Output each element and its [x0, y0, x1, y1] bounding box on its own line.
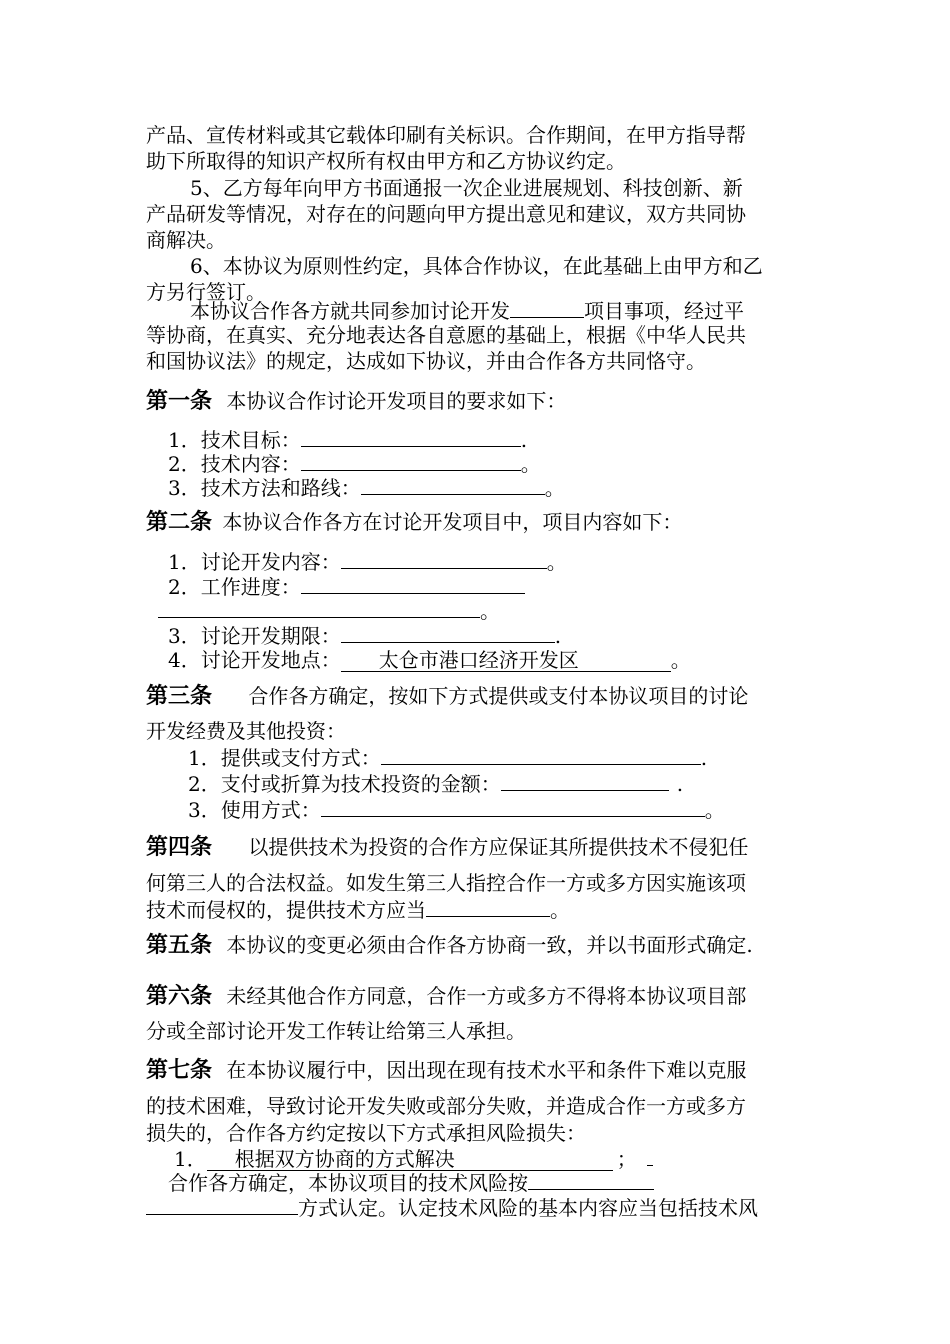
item-label: 2．技术内容： — [168, 452, 301, 476]
item-label: 2．支付或折算为技术投资的金额： — [188, 772, 501, 796]
usage-method-blank[interactable] — [321, 797, 705, 817]
article-heading: 第六条 — [146, 984, 213, 1009]
list-item — [188, 797, 725, 822]
paragraph-line: 的技术困难，导致讨论开发失败或部分失败，并造成合作一方或多方 — [146, 1094, 746, 1118]
article-text: 本协议的变更必须由合作各方协商一致，并以书面形式确定. — [226, 933, 753, 957]
item-label: 2．工作进度： — [168, 575, 301, 599]
article-heading: 第七条 — [146, 1058, 213, 1083]
intro-text: 项目事项，经过平 — [584, 299, 744, 323]
paragraph-line: 开发经费及其他投资： — [146, 719, 346, 743]
article-text: 本协议合作各方在讨论开发项目中，项目内容如下： — [222, 510, 683, 534]
paragraph-line: 商解决。 — [146, 228, 226, 252]
project-name-blank[interactable] — [510, 298, 584, 318]
item-end: 。 — [550, 898, 570, 922]
paragraph-line — [146, 897, 570, 922]
list-item — [168, 574, 525, 599]
item-end: 。 — [704, 798, 725, 822]
paragraph-line: 6、本协议为原则性约定，具体合作协议，在此基础上由甲方和乙 — [190, 254, 763, 278]
article-heading: 第三条 — [146, 684, 213, 709]
item-label: 3．使用方式： — [188, 798, 321, 822]
item-end: 。 — [546, 550, 567, 574]
tech-content-blank[interactable] — [301, 451, 521, 471]
item-end: 。 — [520, 452, 541, 476]
list-item — [168, 451, 541, 476]
item-label: 3．讨论开发期限： — [168, 624, 341, 648]
paragraph-line: 等协商，在真实、充分地表达各自意愿的基础上，根据《中华人民共 — [146, 323, 746, 347]
item-end: ； — [616, 1147, 637, 1171]
investment-amount-blank[interactable] — [501, 771, 669, 791]
risk-method-value: 根据双方协商的方式解决 — [207, 1148, 613, 1171]
item-end: . — [700, 746, 708, 770]
risk-determination-blank-2[interactable] — [146, 1195, 298, 1215]
paragraph-line: 5、乙方每年向甲方书面通报一次企业进展规划、科技创新、新 — [190, 176, 743, 200]
paragraph-line: 损失的，合作各方约定按以下方式承担风险损失： — [146, 1121, 586, 1145]
list-item-continuation — [158, 598, 500, 623]
paragraph-line — [146, 1195, 758, 1220]
liability-blank[interactable] — [426, 897, 550, 917]
article-4 — [146, 835, 748, 860]
article-text: 技术而侵权的，提供技术方应当 — [146, 898, 426, 922]
work-progress-blank[interactable] — [301, 574, 525, 594]
article-text: 在本协议履行中，因出现在现有技术水平和条件下难以克服 — [226, 1058, 747, 1082]
paragraph-line — [168, 1170, 654, 1195]
work-progress-blank-2[interactable] — [158, 598, 480, 618]
list-item — [168, 475, 565, 500]
item-label: 1．技术目标： — [168, 428, 301, 452]
item-end: 。 — [544, 476, 565, 500]
list-item — [168, 427, 527, 452]
article-3 — [146, 684, 748, 709]
item-label: 1．讨论开发内容： — [168, 550, 341, 574]
item-end: . — [554, 624, 562, 648]
paragraph-line: 方另行签订。 — [146, 280, 266, 304]
paragraph-line: 产品、宣传材料或其它载体印刷有关标识。合作期间，在甲方指导帮 — [146, 123, 746, 147]
list-item — [168, 549, 567, 574]
article-heading: 第二条 — [146, 510, 213, 535]
item-label: 4．讨论开发地点： — [168, 648, 341, 672]
article-5 — [146, 933, 753, 958]
article-6 — [146, 984, 746, 1009]
article-text: 方式认定。认定技术风险的基本内容应当包括技术风 — [298, 1196, 758, 1220]
article-7 — [146, 1058, 746, 1083]
article-text: 以提供技术为投资的合作方应保证其所提供技术不侵犯任 — [248, 835, 749, 859]
small-blank[interactable] — [647, 1146, 653, 1166]
item-end: . — [676, 772, 684, 796]
list-item — [188, 771, 683, 796]
article-text: 合作各方确定，按如下方式提供或支付本协议项目的讨论 — [248, 684, 749, 708]
article-heading: 第一条 — [146, 389, 213, 414]
item-label: 3．技术方法和路线： — [168, 476, 361, 500]
item-end: 。 — [670, 648, 691, 672]
list-item — [168, 648, 691, 672]
risk-determination-blank[interactable] — [528, 1170, 654, 1190]
list-item — [174, 1146, 653, 1171]
tech-method-blank[interactable] — [361, 475, 545, 495]
article-heading: 第四条 — [146, 835, 213, 860]
dev-period-blank[interactable] — [341, 623, 555, 643]
paragraph-line: 何第三人的合法权益。如发生第三人指控合作一方或多方因实施该项 — [146, 871, 746, 895]
item-label: 1． — [174, 1147, 207, 1171]
item-label: 1．提供或支付方式： — [188, 746, 381, 770]
article-1 — [146, 389, 566, 414]
article-2 — [146, 510, 682, 535]
list-item — [168, 623, 561, 648]
payment-method-blank[interactable] — [381, 745, 701, 765]
dev-location-value: 太仓市港口经济开发区 — [341, 649, 671, 672]
dev-content-blank[interactable] — [341, 549, 547, 569]
paragraph-line: 助下所取得的知识产权所有权由甲方和乙方协议约定。 — [146, 149, 626, 173]
intro-line — [190, 298, 744, 323]
item-end: . — [520, 428, 528, 452]
article-text: 本协议合作讨论开发项目的要求如下： — [226, 389, 567, 413]
tech-goal-blank[interactable] — [301, 427, 521, 447]
item-end: 。 — [480, 599, 500, 623]
article-heading: 第五条 — [146, 933, 213, 958]
paragraph-line: 产品研发等情况，对存在的问题向甲方提出意见和建议，双方共同协 — [146, 202, 746, 226]
intro-text: 本协议合作各方就共同参加讨论开发 — [190, 299, 510, 323]
article-text: 合作各方确定，本协议项目的技术风险按 — [168, 1171, 528, 1195]
article-text: 未经其他合作方同意，合作一方或多方不得将本协议项目部 — [226, 984, 747, 1008]
paragraph-line: 分或全部讨论开发工作转让给第三人承担。 — [146, 1019, 526, 1043]
paragraph-line: 和国协议法》的规定，达成如下协议，并由合作各方共同恪守。 — [146, 349, 706, 373]
list-item — [188, 745, 707, 770]
